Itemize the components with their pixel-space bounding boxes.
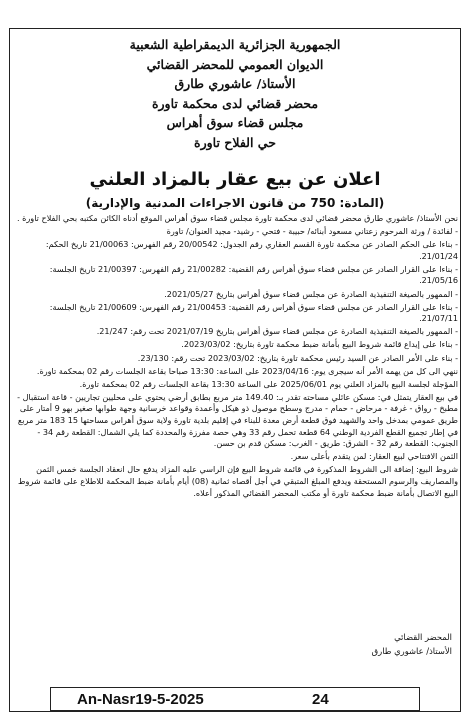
footer-publication: An-Nasr19-5-2025 — [77, 690, 204, 708]
header-line-name: الأستاذ/ عاشوري طارق — [174, 76, 296, 91]
body-paragraph: - بناءا على إيداع قائمة شروط البيع بأمانة ضبط محكمة تاورة بتاريخ: 2023/03/02. — [181, 339, 458, 350]
body-paragraph: الثمن الافتتاحي لبيع العقار: لمن يتقدم بأعلى سعر. — [290, 451, 458, 462]
body-paragraph: - الممهور بالصيغة التنفيذية الصادرة عن مجلس قضاء سوق أهراس بتاريخ 2021/05/27. — [164, 288, 458, 299]
body-paragraph: - بناء على الأمر الصادر عن السيد رئيس محكمة تاورة بتاريخ: 2023/03/02 تحت رقم: 23/130. — [137, 352, 458, 363]
header-line-country: الجمهورية الجزائرية الديمقراطية الشعبية — [129, 37, 341, 52]
body-paragraph: - بناءا على القرار الصادر عن مجلس قضاء سوق أهراس رقم القضية: 21/00453 رقم الفهرس: 21/00609 تاريخ الجلسة: 21/07/11. — [49, 301, 458, 324]
body-paragraph: شروط البيع: إضافة الى الشروط المذكورة في قائمة شروط البيع فإن الراسي عليه المزاد يدفع حال انعقاد الجلسة خمس الثمن والمصاريف والرسوم المستحقة ويدفع المبلغ المتبقي في أجل أقصاه ثمانية (08) أيام بأمانة ضبط المحكمة للاطلاع على قائمة شروط البيع الاتصال بأمانة ضبط محكمة تاورة أو مكتب المحضر القضائي المذكور أعلاه. — [18, 464, 458, 498]
header-line-court: محضر قضائي لدى محكمة تاورة — [151, 95, 319, 111]
page-footer — [50, 687, 420, 711]
header-line-address: حي الفلاح تاورة — [194, 134, 276, 150]
header-line-council: مجلس قضاء سوق أهراس — [166, 115, 304, 130]
body-paragraph: ننهي الى كل من يهمه الأمر أنه سيجرى يوم: 2023/04/16 على الساعة: 13:30 صباحا بقاعة الجلسات رقم 02 بمحكمة تاورة. — [36, 365, 458, 376]
body-paragraph: - لفائدة / ورثة المرحوم زعتاني مسعود أبنائه/ حبيبة - فتحي - رشيد- مجيد العنوان/ تاورة — [166, 226, 458, 237]
header-line-office: الديوان العمومي للمحضر القضائي — [146, 56, 324, 72]
body-paragraph: في بيع العقار يتمثل في: مسكن عائلي مساحته تقدر بـ: 149.40 متر مربع بطابق أرضي يحتوي على محليين تجاريين - قاعة استقبال - مطبخ - رواق - غرفة - مرحاض - حمام - مدرج وسطح موصول ذو هيكل وأعمدة وقواعد خرسانية وجهة طوابها صغير بهو 9 أمتار على طريق عمومي بمدخل واحد والشهيد فوق قطعة أرض معدة للبناء في إقليم بلدية تاورة ولاية سوق أهراس مساحتها 15 183 متر مربع في إطار تجميع القطع الفردية الوطني 64 قطعة تحمل رقم 33 وهي حصة مفرزة والمحددة كما يلي الشمال: القطعة رقم 34 - الجنوب: القطعة رقم 32 - الشرق: طريق - الغرب: مسكن قدم بن حسن. — [17, 391, 458, 449]
body-paragraph: - الممهور بالصيغة التنفيذية الصادرة عن مجلس قضاء سوق أهراس بتاريخ 2021/07/19 تحت رقم: 21/247. — [96, 326, 458, 337]
notice-subtitle: (المادة: 750 من قانون الاجراءات المدنية والإدارية) — [85, 196, 385, 210]
footer-page-number: 24 — [312, 690, 329, 708]
notice-body — [12, 213, 458, 501]
notice-title: اعلان عن بيع عقار بالمزاد العلني — [89, 169, 381, 190]
notice-header — [14, 35, 456, 152]
body-paragraph: المؤجلة لجلسة البيع بالمزاد العلني يوم 2025/06/01 على الساعة 13:30 بقاعة الجلسات رقم 02 بمحكمة تاورة. — [79, 378, 458, 389]
body-paragraph: - بناءا على القرار الصادر عن مجلس قضاء سوق أهراس رقم القضية: 21/00282 رقم الفهرس: 21/00397 تاريخ الجلسة: 21/05/16. — [49, 263, 458, 286]
body-paragraph: نحن الأستاذ/ عاشوري طارق محضر قضائي لدى محكمة تاورة مجلس قضاء سوق أهراس الموقع أدناه الكائن مكتبه بحي الفلاح تاورة . — [16, 213, 458, 223]
signature-block — [372, 630, 452, 658]
signature-title: المحضر القضائي — [394, 632, 452, 642]
body-paragraph: - بناءا على الحكم الصادر عن محكمة تاورة القسم العقاري رقم الجدول: 20/00542 رقم الفهرس: 21/00063 تاريخ الحكم: 21/01/24. — [45, 239, 458, 261]
signature-name: الأستاذ/ عاشوري طارق — [371, 646, 452, 656]
